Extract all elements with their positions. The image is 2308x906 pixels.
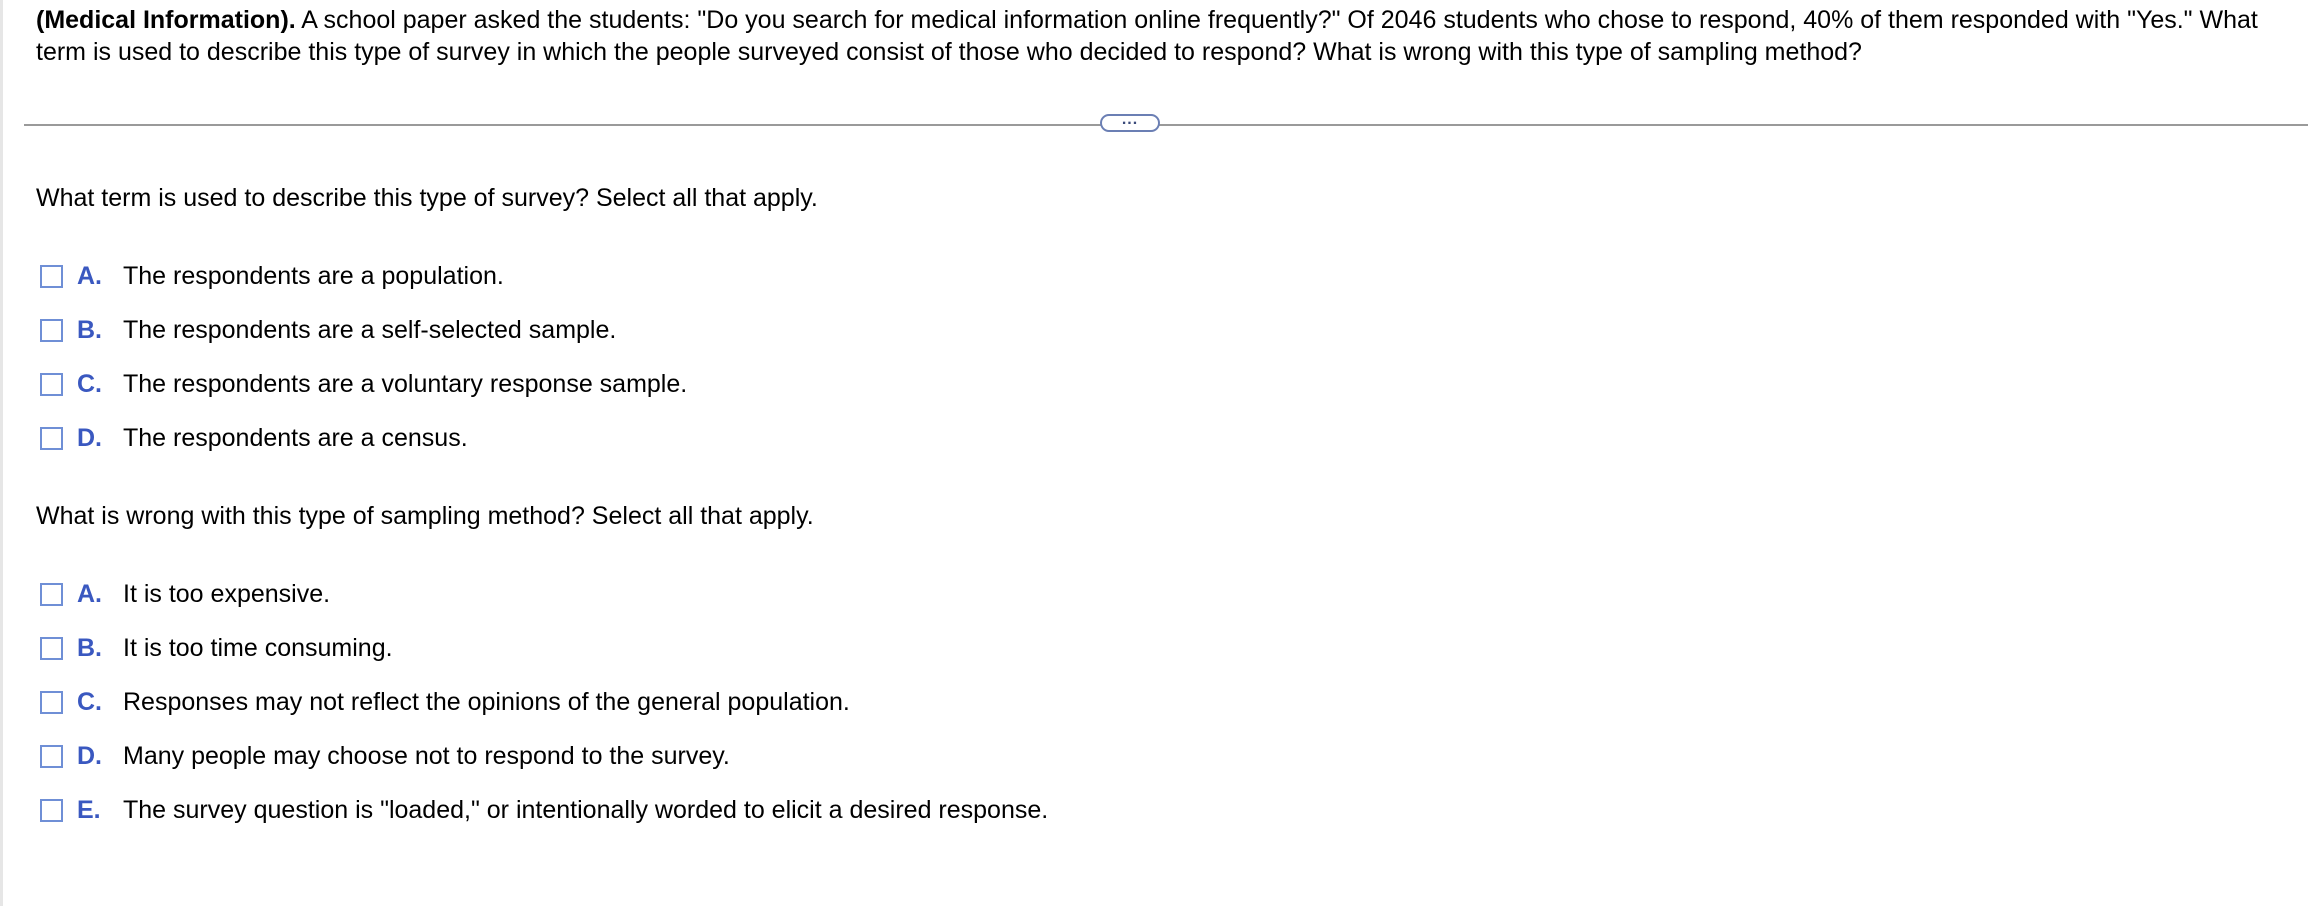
part2-option-c[interactable] [40, 686, 850, 718]
part2-option-a[interactable] [40, 578, 330, 610]
part1-prompt: What term is used to describe this type of survey? Select all that apply. [36, 184, 818, 212]
option-text: It is too expensive. [123, 579, 331, 608]
part1-option-a[interactable] [40, 260, 504, 292]
option-text: Many people may choose not to respond to the survey. [123, 741, 730, 770]
option-text: Responses may not reflect the opinions of the general population. [123, 687, 850, 716]
question-body: A school paper asked the students: "Do you search for medical information online frequently?" Of 2046 students who chose to respond, 40% of them responded with "Yes." What term is used to describe this type of survey in which the people surveyed consist of those who decided to respond? What is wrong with this type of sampling method? [36, 6, 2258, 66]
part2-option-b[interactable] [40, 632, 393, 664]
part1-option-c[interactable] [40, 368, 687, 400]
option-letter: C. [77, 687, 102, 716]
option-text: The respondents are a voluntary response sample. [123, 369, 688, 398]
checkbox[interactable] [40, 637, 63, 660]
checkbox[interactable] [40, 799, 63, 822]
option-text: It is too time consuming. [123, 633, 393, 662]
option-letter: B. [77, 315, 102, 344]
checkbox[interactable] [40, 265, 63, 288]
part1-option-b[interactable] [40, 314, 616, 346]
option-text: The survey question is "loaded," or intentionally worded to elicit a desired response. [123, 795, 1049, 824]
checkbox[interactable] [40, 373, 63, 396]
option-text: The respondents are a census. [123, 423, 468, 452]
checkbox[interactable] [40, 319, 63, 342]
option-letter: C. [77, 369, 102, 398]
option-letter: D. [77, 423, 102, 452]
option-text: The respondents are a population. [123, 261, 504, 290]
checkbox[interactable] [40, 691, 63, 714]
section-divider [24, 124, 2308, 126]
checkbox[interactable] [40, 427, 63, 450]
option-text: The respondents are a self-selected sample. [123, 315, 617, 344]
option-letter: A. [77, 261, 102, 290]
expand-more-button[interactable]: ... [1100, 114, 1160, 132]
option-letter: D. [77, 741, 102, 770]
part2-prompt: What is wrong with this type of sampling method? Select all that apply. [36, 502, 814, 530]
option-letter: E. [77, 795, 101, 824]
question-title: (Medical Information). [36, 6, 296, 34]
checkbox[interactable] [40, 745, 63, 768]
option-letter: B. [77, 633, 102, 662]
part2-option-d[interactable] [40, 740, 730, 772]
option-letter: A. [77, 579, 102, 608]
part2-option-e[interactable] [40, 794, 1048, 826]
page-left-border [0, 0, 3, 906]
checkbox[interactable] [40, 583, 63, 606]
question-text [36, 4, 2276, 68]
part1-option-d[interactable] [40, 422, 468, 454]
